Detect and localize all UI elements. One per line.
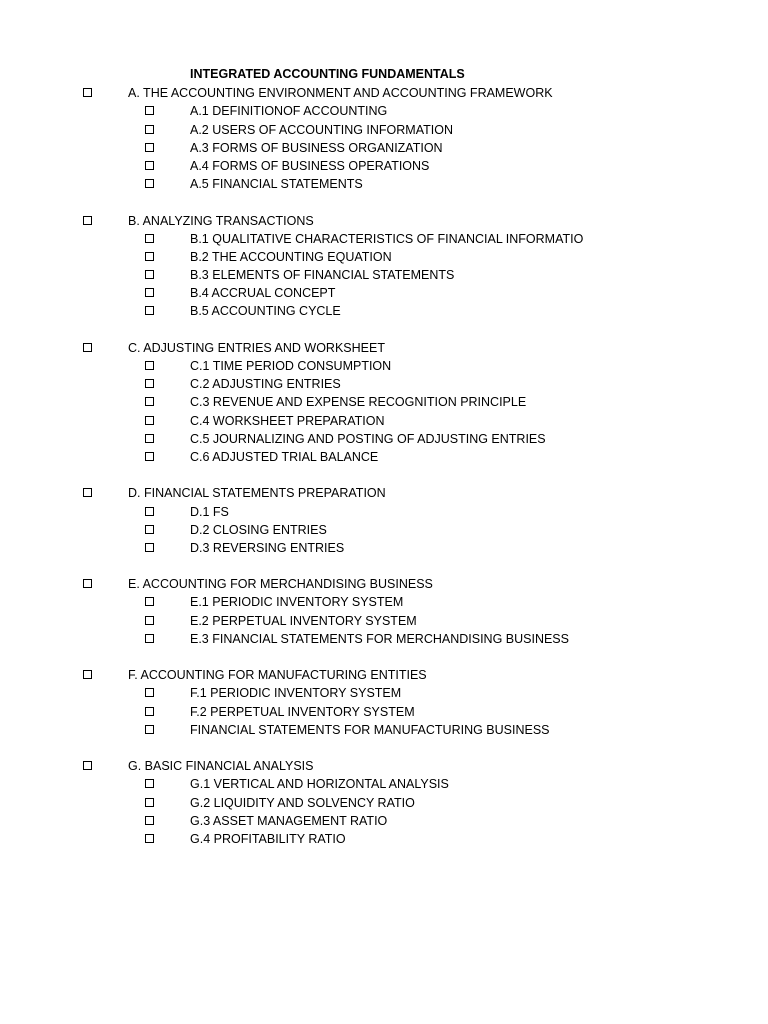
section-heading-row <box>0 757 768 775</box>
checkbox-icon[interactable] <box>145 361 154 370</box>
checklist-item <box>0 430 768 448</box>
checklist-item <box>0 284 768 302</box>
checkbox-icon[interactable] <box>145 288 154 297</box>
checklist-item <box>0 102 768 120</box>
document-title-row <box>0 66 768 84</box>
section-spacer <box>0 557 768 575</box>
checklist-item <box>0 794 768 812</box>
checklist-item <box>0 521 768 539</box>
checklist-item-label: C.5 JOURNALIZING AND POSTING OF ADJUSTING ENTRIES <box>190 431 546 446</box>
section-heading: D. FINANCIAL STATEMENTS PREPARATION <box>128 486 386 501</box>
section-heading: B. ANALYZING TRANSACTIONS <box>128 213 314 228</box>
checklist-item-label: C.1 TIME PERIOD CONSUMPTION <box>190 359 392 373</box>
checkbox-icon[interactable] <box>145 234 154 243</box>
checklist-item <box>0 175 768 193</box>
section-heading-row <box>0 339 768 357</box>
checklist-item <box>0 812 768 830</box>
checkbox-icon[interactable] <box>83 670 92 679</box>
checkbox-icon[interactable] <box>145 597 154 606</box>
section-heading: C. ADJUSTING ENTRIES AND WORKSHEET <box>128 340 385 355</box>
checkbox-icon[interactable] <box>83 88 92 97</box>
section-heading-row <box>0 484 768 502</box>
checkbox-icon[interactable] <box>145 379 154 388</box>
checkbox-icon[interactable] <box>83 216 92 225</box>
section-spacer <box>0 739 768 757</box>
section-heading: A. THE ACCOUNTING ENVIRONMENT AND ACCOUNTING FRAMEWORK <box>128 86 553 101</box>
checkbox-icon[interactable] <box>83 343 92 352</box>
checklist-item <box>0 721 768 739</box>
checkbox-icon[interactable] <box>145 798 154 807</box>
checkbox-icon[interactable] <box>145 507 154 516</box>
checklist-item-label: D.1 FS <box>190 504 229 519</box>
checklist-item-label: D.3 REVERSING ENTRIES <box>190 540 345 555</box>
checklist-item-label: B.5 ACCOUNTING CYCLE <box>190 304 341 319</box>
checkbox-icon[interactable] <box>145 616 154 625</box>
document-title: INTEGRATED ACCOUNTING FUNDAMENTALS <box>190 67 465 81</box>
checklist-item-label: A.3 FORMS OF BUSINESS ORGANIZATION <box>190 140 443 155</box>
section-heading-row <box>0 575 768 593</box>
checkbox-icon[interactable] <box>145 543 154 552</box>
checklist-item-label: G.4 PROFITABILITY RATIO <box>190 831 346 846</box>
checklist-item-label: F.1 PERIODIC INVENTORY SYSTEM <box>190 686 402 701</box>
checklist-item-label: FINANCIAL STATEMENTS FOR MANUFACTURING BUSINESS <box>190 722 550 737</box>
checklist-item <box>0 703 768 721</box>
checklist-item <box>0 230 768 248</box>
section-spacer <box>0 193 768 211</box>
checklist-item <box>0 684 768 702</box>
checklist-item-label: E.1 PERIODIC INVENTORY SYSTEM <box>190 595 404 610</box>
checklist-item-label: G.1 VERTICAL AND HORIZONTAL ANALYSIS <box>190 777 449 792</box>
checklist-item-label: E.2 PERPETUAL INVENTORY SYSTEM <box>190 613 417 628</box>
checkbox-icon[interactable] <box>145 416 154 425</box>
section-heading: E. ACCOUNTING FOR MERCHANDISING BUSINESS <box>128 577 433 592</box>
checkbox-icon[interactable] <box>83 761 92 770</box>
checklist-item-label: G.3 ASSET MANAGEMENT RATIO <box>190 813 388 828</box>
checkbox-icon[interactable] <box>83 488 92 497</box>
checkbox-icon[interactable] <box>145 270 154 279</box>
checkbox-icon[interactable] <box>145 252 154 261</box>
checklist-item <box>0 503 768 521</box>
checklist-item <box>0 375 768 393</box>
checklist-section <box>0 666 768 757</box>
checkbox-icon[interactable] <box>145 143 154 152</box>
checkbox-icon[interactable] <box>145 816 154 825</box>
checkbox-icon[interactable] <box>145 306 154 315</box>
checklist-item <box>0 266 768 284</box>
checklist-item <box>0 302 768 320</box>
checklist-section <box>0 84 768 211</box>
checklist-item-label: A.4 FORMS OF BUSINESS OPERATIONS <box>190 158 430 173</box>
section-heading: G. BASIC FINANCIAL ANALYSIS <box>128 759 314 774</box>
checklist-item-label: C.6 ADJUSTED TRIAL BALANCE <box>190 449 379 464</box>
checklist-item-label: B.2 THE ACCOUNTING EQUATION <box>190 249 392 264</box>
checklist-item <box>0 612 768 630</box>
checklist-item <box>0 357 768 375</box>
checklist-item-label: A.1 DEFINITIONOF ACCOUNTING <box>190 104 388 119</box>
checklist-item-label: A.2 USERS OF ACCOUNTING INFORMATION <box>190 122 453 137</box>
checklist-item <box>0 157 768 175</box>
checklist-section <box>0 484 768 575</box>
checkbox-icon[interactable] <box>145 434 154 443</box>
checklist-item-label: G.2 LIQUIDITY AND SOLVENCY RATIO <box>190 795 415 810</box>
checkbox-icon[interactable] <box>145 634 154 643</box>
checklist-item-label: A.5 FINANCIAL STATEMENTS <box>190 177 363 192</box>
checklist-item-label: B.4 ACCRUAL CONCEPT <box>190 286 336 301</box>
checkbox-icon[interactable] <box>145 707 154 716</box>
checkbox-icon[interactable] <box>83 579 92 588</box>
checkbox-icon[interactable] <box>145 525 154 534</box>
checkbox-icon[interactable] <box>145 688 154 697</box>
checklist-item <box>0 775 768 793</box>
section-heading: F. ACCOUNTING FOR MANUFACTURING ENTITIES <box>128 668 427 683</box>
checklist-item <box>0 830 768 848</box>
checklist-item <box>0 121 768 139</box>
checkbox-icon[interactable] <box>145 725 154 734</box>
checkbox-icon[interactable] <box>145 779 154 788</box>
checkbox-icon[interactable] <box>145 834 154 843</box>
checklist-item-label: F.2 PERPETUAL INVENTORY SYSTEM <box>190 704 415 719</box>
checklist-item-label: E.3 FINANCIAL STATEMENTS FOR MERCHANDISING BUSINESS <box>190 631 569 646</box>
checklist-item-label: D.2 CLOSING ENTRIES <box>190 522 327 537</box>
section-list <box>0 84 768 848</box>
checkbox-icon[interactable] <box>145 179 154 188</box>
section-heading-row <box>0 84 768 102</box>
checklist-item <box>0 139 768 157</box>
checklist-item <box>0 539 768 557</box>
checklist-item <box>0 448 768 466</box>
checkbox-icon[interactable] <box>145 452 154 461</box>
checklist-section <box>0 575 768 666</box>
checklist-section <box>0 339 768 485</box>
document-page <box>0 66 768 848</box>
checkbox-icon[interactable] <box>145 397 154 406</box>
checklist-item <box>0 412 768 430</box>
section-spacer <box>0 648 768 666</box>
checklist-section <box>0 757 768 848</box>
checkbox-icon[interactable] <box>145 161 154 170</box>
checklist-item-label: B.3 ELEMENTS OF FINANCIAL STATEMENTS <box>190 268 455 283</box>
section-heading-row <box>0 666 768 684</box>
section-heading-row <box>0 212 768 230</box>
checklist-item-label: C.3 REVENUE AND EXPENSE RECOGNITION PRINCIPLE <box>190 395 527 410</box>
checklist-item <box>0 393 768 411</box>
checklist-item-label: B.1 QUALITATIVE CHARACTERISTICS OF FINANCIAL INFORMATIO <box>190 231 584 246</box>
section-spacer <box>0 321 768 339</box>
section-spacer <box>0 466 768 484</box>
checklist-item-label: C.2 ADJUSTING ENTRIES <box>190 377 341 392</box>
checklist-item <box>0 630 768 648</box>
checklist-item-label: C.4 WORKSHEET PREPARATION <box>190 413 385 428</box>
checklist-item <box>0 248 768 266</box>
checklist-section <box>0 212 768 339</box>
checklist-item <box>0 593 768 611</box>
checkbox-icon[interactable] <box>145 106 154 115</box>
checkbox-icon[interactable] <box>145 125 154 134</box>
